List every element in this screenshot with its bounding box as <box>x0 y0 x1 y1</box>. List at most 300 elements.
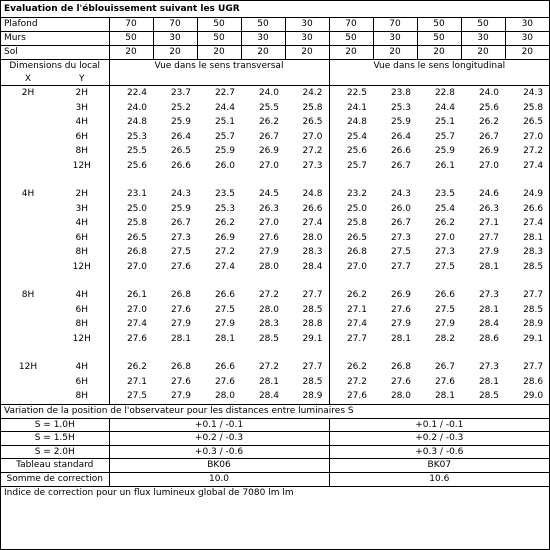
ugr-longitudinal-value: 26.6 <box>523 203 544 214</box>
variation-label: S = 1.5H <box>1 432 109 446</box>
ugr-longitudinal-value: 26.2 <box>434 218 455 228</box>
reflectance-value: 20 <box>109 46 153 60</box>
standard-row <box>1 459 549 473</box>
ugr-transversal-value: 26.5 <box>285 115 329 130</box>
room-y: 8H <box>55 144 109 159</box>
footnote: Indice de correction pour un flux lumineux global de 7080 lm lm <box>1 487 549 501</box>
ugr-longitudinal-value: 26.4 <box>390 131 411 142</box>
ugr-longitudinal-value: 26.7 <box>390 160 411 171</box>
ugr-longitudinal-value: 26.3 <box>478 203 499 214</box>
reflectance-value: 50 <box>197 18 241 32</box>
ugr-transversal-value: 28.5 <box>285 303 329 318</box>
correction-row <box>1 473 549 487</box>
ugr-transversal-value: 28.5 <box>285 375 329 390</box>
reflectance-value: 30 <box>285 18 329 32</box>
ugr-longitudinal-value: 27.1 <box>478 218 499 228</box>
ugr-longitudinal-value: 28.9 <box>523 319 544 329</box>
correction-longitudinal: 10.6 <box>329 473 549 487</box>
ugr-transversal-value: 26.8 <box>170 290 191 300</box>
ugr-transversal-value: 23.7 <box>170 88 191 98</box>
ugr-transversal-value: 28.0 <box>258 261 279 272</box>
room-x: 4H <box>21 189 35 199</box>
ugr-transversal-value: 28.5 <box>258 333 279 344</box>
ugr-longitudinal-value: 27.5 <box>434 261 455 272</box>
ugr-longitudinal-value: 25.8 <box>523 102 544 113</box>
reflectance-value: 20 <box>197 46 241 60</box>
ugr-transversal-value: 27.6 <box>170 376 191 387</box>
x-header: X <box>1 73 55 86</box>
table-row <box>1 115 549 130</box>
blank-cell <box>55 274 109 288</box>
ugr-longitudinal-value: 27.7 <box>478 232 499 243</box>
ugr-transversal-value: 28.1 <box>170 333 191 344</box>
room-x <box>1 130 55 145</box>
ugr-transversal-value: 24.0 <box>258 88 279 98</box>
table-row <box>1 202 549 217</box>
variation-row <box>1 432 549 446</box>
blank-cell <box>109 73 329 86</box>
table-row <box>1 101 549 116</box>
ugr-transversal-value: 24.5 <box>258 189 279 199</box>
ugr-transversal-value: 27.4 <box>214 261 235 272</box>
reflectance-value: 30 <box>241 32 285 46</box>
ugr-transversal-value: 27.0 <box>285 130 329 145</box>
room-x <box>1 317 55 332</box>
variation-longitudinal: +0.1 / -0.1 <box>329 418 549 432</box>
reflectance-value: 30 <box>285 32 329 46</box>
ugr-longitudinal-value: 27.0 <box>346 261 367 272</box>
table-row <box>1 260 549 275</box>
ugr-transversal-value: 27.4 <box>126 319 147 329</box>
ugr-longitudinal-value: 26.7 <box>478 131 499 142</box>
ugr-longitudinal-value: 27.9 <box>390 319 411 329</box>
reflectance-row <box>1 32 549 46</box>
room-y: 6H <box>55 130 109 145</box>
ugr-longitudinal-value: 22.5 <box>346 88 367 98</box>
ugr-longitudinal-value: 24.6 <box>478 189 499 199</box>
room-x <box>1 332 55 347</box>
ugr-transversal-value: 24.8 <box>126 117 147 127</box>
ugr-longitudinal-value: 25.0 <box>346 203 367 214</box>
table-row <box>1 130 549 145</box>
ugr-longitudinal-value: 27.5 <box>434 304 455 315</box>
reflectance-value: 50 <box>197 32 241 46</box>
ugr-longitudinal-value: 29.1 <box>523 333 544 344</box>
ugr-longitudinal-value: 28.6 <box>523 376 544 387</box>
ugr-longitudinal-value: 26.2 <box>346 362 367 372</box>
ugr-longitudinal-value: 27.7 <box>523 290 544 300</box>
reflectance-value: 30 <box>505 18 549 32</box>
room-y: 2H <box>55 86 109 101</box>
ugr-longitudinal-value: 26.7 <box>390 218 411 228</box>
ugr-longitudinal-value: 27.7 <box>346 333 367 344</box>
ugr-table <box>1 1 549 500</box>
ugr-longitudinal-value: 27.0 <box>478 160 499 171</box>
ugr-transversal-value: 27.0 <box>258 218 279 228</box>
table-row <box>1 317 549 332</box>
ugr-longitudinal-value: 26.5 <box>523 117 544 127</box>
ugr-transversal-value: 28.4 <box>285 260 329 275</box>
blank-cell <box>55 346 109 360</box>
ugr-transversal-value: 25.8 <box>285 101 329 116</box>
ugr-transversal-value: 26.1 <box>126 290 147 300</box>
reflectance-value: 50 <box>329 32 373 46</box>
spacer-row <box>1 173 549 187</box>
ugr-longitudinal-value: 26.2 <box>346 290 367 300</box>
ugr-transversal-value: 27.5 <box>214 304 235 315</box>
ugr-longitudinal-value: 27.9 <box>434 319 455 329</box>
blank-cell <box>329 274 549 288</box>
ugr-longitudinal-value: 26.8 <box>390 362 411 372</box>
room-x: 12H <box>18 362 38 372</box>
ugr-transversal-value: 27.1 <box>126 376 147 387</box>
ugr-transversal-value: 26.9 <box>258 146 279 156</box>
ugr-longitudinal-value: 24.3 <box>390 189 411 199</box>
table-row <box>1 144 549 159</box>
blank-cell <box>109 346 329 360</box>
ugr-transversal-value: 27.0 <box>126 304 147 315</box>
ugr-longitudinal-value: 25.4 <box>346 131 367 142</box>
ugr-longitudinal-value: 28.3 <box>523 247 544 257</box>
blank-cell <box>1 346 55 360</box>
room-y: 6H <box>55 231 109 246</box>
variation-row <box>1 445 549 459</box>
room-y: 3H <box>55 202 109 217</box>
ugr-transversal-value: 29.1 <box>285 332 329 347</box>
ugr-longitudinal-value: 25.3 <box>390 102 411 113</box>
ugr-transversal-value: 22.7 <box>214 88 235 98</box>
ugr-transversal-value: 28.1 <box>214 333 235 344</box>
ugr-longitudinal-value: 27.7 <box>523 362 544 372</box>
variation-label: S = 1.0H <box>1 418 109 432</box>
ugr-transversal-value: 28.1 <box>258 376 279 387</box>
ugr-transversal-value: 26.5 <box>126 232 147 243</box>
room-x <box>1 260 55 275</box>
ugr-longitudinal-value: 28.1 <box>523 232 544 243</box>
reflectance-value: 30 <box>373 32 417 46</box>
reflectance-value: 50 <box>109 32 153 46</box>
ugr-transversal-value: 25.2 <box>170 102 191 113</box>
ugr-longitudinal-value: 23.8 <box>390 88 411 98</box>
ugr-transversal-value: 27.7 <box>285 288 329 303</box>
ugr-longitudinal-value: 24.4 <box>434 102 455 113</box>
ugr-longitudinal-value: 23.5 <box>434 189 455 199</box>
ugr-transversal-value: 28.3 <box>285 245 329 260</box>
room-x: 2H <box>21 88 35 98</box>
ugr-transversal-value: 25.3 <box>214 203 235 214</box>
ugr-longitudinal-value: 27.3 <box>434 247 455 257</box>
reflectance-row <box>1 18 549 32</box>
variation-transversal: +0.3 / -0.6 <box>109 445 329 459</box>
ugr-longitudinal-value: 25.8 <box>346 218 367 228</box>
page-title: Evaluation de l'éblouissement suivant les UGR <box>1 1 549 18</box>
ugr-longitudinal-value: 24.0 <box>478 88 499 98</box>
ugr-transversal-value: 25.1 <box>214 117 235 127</box>
ugr-transversal-value: 22.4 <box>126 88 147 98</box>
reflectance-label: Plafond <box>1 18 109 32</box>
ugr-transversal-value: 28.3 <box>258 319 279 329</box>
blank-cell <box>1 274 55 288</box>
transversal-header: Vue dans le sens transversal <box>109 60 329 74</box>
ugr-transversal-value: 26.2 <box>214 218 235 228</box>
dimensions-header: Dimensions du local <box>1 60 109 74</box>
table-row <box>1 303 549 318</box>
room-x <box>1 159 55 174</box>
ugr-transversal-value: 25.0 <box>126 203 147 214</box>
ugr-transversal-value: 27.6 <box>258 232 279 243</box>
room-x <box>1 303 55 318</box>
ugr-longitudinal-value: 25.9 <box>390 117 411 127</box>
ugr-longitudinal-value: 27.6 <box>434 376 455 387</box>
ugr-longitudinal-value: 24.3 <box>523 88 544 98</box>
ugr-transversal-value: 27.4 <box>285 216 329 231</box>
ugr-longitudinal-value: 25.6 <box>346 146 367 156</box>
ugr-transversal-value: 26.6 <box>214 362 235 372</box>
ugr-transversal-value: 27.9 <box>170 319 191 329</box>
ugr-longitudinal-value: 27.2 <box>523 146 544 156</box>
ugr-transversal-value: 26.6 <box>170 160 191 171</box>
ugr-longitudinal-value: 28.2 <box>434 333 455 344</box>
ugr-transversal-value: 27.6 <box>214 376 235 387</box>
ugr-transversal-value: 26.7 <box>258 131 279 142</box>
reflectance-value: 30 <box>461 32 505 46</box>
ugr-transversal-value: 26.4 <box>170 131 191 142</box>
ugr-longitudinal-value: 24.8 <box>346 117 367 127</box>
room-y: 8H <box>55 245 109 260</box>
reflectance-value: 50 <box>241 18 285 32</box>
reflectance-value: 20 <box>153 46 197 60</box>
ugr-transversal-value: 25.9 <box>170 117 191 127</box>
ugr-longitudinal-value: 28.1 <box>434 391 455 401</box>
table-row <box>1 332 549 347</box>
ugr-transversal-value: 24.3 <box>170 189 191 199</box>
room-y: 12H <box>55 159 109 174</box>
room-y: 12H <box>55 332 109 347</box>
ugr-longitudinal-value: 24.9 <box>523 189 544 199</box>
ugr-longitudinal-value: 27.6 <box>346 391 367 401</box>
room-y: 8H <box>55 317 109 332</box>
ugr-longitudinal-value: 26.6 <box>434 290 455 300</box>
ugr-longitudinal-value: 27.4 <box>523 218 544 228</box>
table-row <box>1 389 549 404</box>
ugr-transversal-value: 26.6 <box>285 202 329 217</box>
ugr-longitudinal-value: 27.0 <box>434 232 455 243</box>
table-row <box>1 245 549 260</box>
room-x <box>1 216 55 231</box>
ugr-longitudinal-value: 27.6 <box>390 304 411 315</box>
reflectance-value: 20 <box>505 46 549 60</box>
variation-longitudinal: +0.2 / -0.3 <box>329 432 549 446</box>
ugr-transversal-value: 28.0 <box>258 304 279 315</box>
blank-cell <box>109 173 329 187</box>
ugr-longitudinal-value: 22.8 <box>434 88 455 98</box>
ugr-longitudinal-value: 27.4 <box>346 319 367 329</box>
ugr-transversal-value: 24.8 <box>285 187 329 202</box>
reflectance-value: 20 <box>285 46 329 60</box>
room-x <box>1 245 55 260</box>
table-row <box>1 86 549 101</box>
table-row <box>1 288 549 303</box>
variation-row <box>1 418 549 432</box>
ugr-longitudinal-value: 27.3 <box>390 232 411 243</box>
reflectance-label: Murs <box>1 32 109 46</box>
ugr-transversal-value: 23.1 <box>126 189 147 199</box>
ugr-transversal-value: 27.7 <box>285 360 329 375</box>
room-y: 4H <box>55 288 109 303</box>
ugr-transversal-value: 27.3 <box>170 232 191 243</box>
reflectance-row <box>1 46 549 60</box>
ugr-longitudinal-value: 28.5 <box>523 304 544 315</box>
ugr-transversal-value: 27.0 <box>258 160 279 171</box>
ugr-longitudinal-value: 28.1 <box>478 376 499 387</box>
ugr-transversal-value: 26.6 <box>214 290 235 300</box>
ugr-transversal-value: 28.9 <box>285 389 329 404</box>
ugr-transversal-value: 24.2 <box>285 86 329 101</box>
ugr-transversal-value: 23.5 <box>214 189 235 199</box>
ugr-longitudinal-value: 27.5 <box>390 247 411 257</box>
ugr-longitudinal-value: 28.1 <box>390 333 411 344</box>
ugr-longitudinal-value: 27.4 <box>523 160 544 171</box>
room-y: 8H <box>55 389 109 404</box>
correction-transversal: 10.0 <box>109 473 329 487</box>
ugr-transversal-value: 25.6 <box>126 160 147 171</box>
ugr-longitudinal-value: 26.1 <box>434 160 455 171</box>
ugr-longitudinal-value: 27.0 <box>523 131 544 142</box>
reflectance-value: 70 <box>153 18 197 32</box>
ugr-longitudinal-value: 28.1 <box>478 304 499 315</box>
ugr-longitudinal-value: 27.1 <box>346 304 367 315</box>
reflectance-value: 50 <box>417 32 461 46</box>
table-row <box>1 159 549 174</box>
room-y: 4H <box>55 115 109 130</box>
ugr-longitudinal-value: 28.5 <box>478 391 499 401</box>
ugr-transversal-value: 25.9 <box>214 146 235 156</box>
table-row <box>1 360 549 375</box>
ugr-longitudinal-value: 27.2 <box>346 376 367 387</box>
ugr-longitudinal-value: 25.9 <box>434 146 455 156</box>
ugr-longitudinal-value: 28.4 <box>478 319 499 329</box>
ugr-transversal-value: 27.6 <box>170 304 191 315</box>
ugr-longitudinal-value: 23.2 <box>346 189 367 199</box>
ugr-transversal-value: 24.0 <box>126 102 147 113</box>
room-x <box>1 144 55 159</box>
room-y: 4H <box>55 360 109 375</box>
blank-cell <box>329 73 549 86</box>
ugr-transversal-value: 25.8 <box>126 218 147 228</box>
ugr-transversal-value: 28.0 <box>285 231 329 246</box>
room-x <box>1 231 55 246</box>
room-y: 2H <box>55 187 109 202</box>
ugr-transversal-value: 28.0 <box>214 391 235 401</box>
reflectance-value: 20 <box>329 46 373 60</box>
ugr-transversal-value: 27.9 <box>258 247 279 257</box>
ugr-transversal-value: 27.2 <box>214 247 235 257</box>
blank-cell <box>55 173 109 187</box>
ugr-longitudinal-value: 25.7 <box>434 131 455 142</box>
variation-label: S = 2.0H <box>1 445 109 459</box>
ugr-longitudinal-value: 28.0 <box>390 391 411 401</box>
longitudinal-header: Vue dans le sens longitudinal <box>373 61 506 71</box>
variation-transversal: +0.2 / -0.3 <box>109 432 329 446</box>
ugr-transversal-value: 27.9 <box>214 319 235 329</box>
ugr-transversal-value: 27.0 <box>126 261 147 272</box>
room-x <box>1 375 55 390</box>
ugr-longitudinal-value: 28.5 <box>523 261 544 272</box>
reflectance-value: 70 <box>329 18 373 32</box>
table-row <box>1 375 549 390</box>
ugr-transversal-value: 25.3 <box>126 131 147 142</box>
reflectance-value: 70 <box>373 18 417 32</box>
ugr-longitudinal-value: 28.1 <box>478 261 499 272</box>
ugr-longitudinal-value: 25.4 <box>434 203 455 214</box>
correction-label: Somme de correction <box>1 473 109 487</box>
ugr-transversal-value: 27.9 <box>170 391 191 401</box>
room-x: 8H <box>21 290 35 300</box>
ugr-longitudinal-value: 26.0 <box>390 203 411 214</box>
ugr-transversal-value: 27.5 <box>126 391 147 401</box>
ugr-longitudinal-value: 27.3 <box>478 290 499 300</box>
table-row <box>1 187 549 202</box>
reflectance-value: 50 <box>417 18 461 32</box>
reflectance-value: 20 <box>417 46 461 60</box>
ugr-transversal-value: 25.5 <box>126 146 147 156</box>
ugr-transversal-value: 25.9 <box>170 203 191 214</box>
room-x <box>1 101 55 116</box>
ugr-transversal-value: 26.8 <box>170 362 191 372</box>
ugr-longitudinal-value: 25.7 <box>346 160 367 171</box>
room-x <box>1 115 55 130</box>
standard-longitudinal: BK07 <box>329 459 549 473</box>
ugr-longitudinal-value: 27.3 <box>478 362 499 372</box>
ugr-transversal-value: 26.2 <box>126 362 147 372</box>
ugr-transversal-value: 28.4 <box>258 391 279 401</box>
ugr-transversal-value: 27.6 <box>170 261 191 272</box>
ugr-transversal-value: 27.5 <box>170 247 191 257</box>
variation-transversal: +0.1 / -0.1 <box>109 418 329 432</box>
ugr-transversal-value: 26.5 <box>170 146 191 156</box>
room-y: 4H <box>55 216 109 231</box>
reflectance-label: Sol <box>1 46 109 60</box>
blank-cell <box>1 173 55 187</box>
variation-title: Variation de la position de l'observateur pour les distances entre luminaires S <box>1 404 549 418</box>
ugr-transversal-value: 26.2 <box>258 117 279 127</box>
spacer-row <box>1 274 549 288</box>
room-y: 12H <box>55 260 109 275</box>
standard-transversal: BK06 <box>109 459 329 473</box>
ugr-longitudinal-value: 25.6 <box>478 102 499 113</box>
ugr-transversal-value: 26.3 <box>258 203 279 214</box>
ugr-longitudinal-value: 27.6 <box>390 376 411 387</box>
reflectance-value: 30 <box>505 32 549 46</box>
reflectance-value: 50 <box>461 18 505 32</box>
room-x <box>1 202 55 217</box>
ugr-longitudinal-value: 25.1 <box>434 117 455 127</box>
blank-cell <box>329 346 549 360</box>
ugr-transversal-value: 25.5 <box>258 102 279 113</box>
ugr-transversal-value: 27.2 <box>285 144 329 159</box>
room-x <box>1 389 55 404</box>
ugr-longitudinal-value: 26.6 <box>390 146 411 156</box>
blank-cell <box>109 274 329 288</box>
ugr-transversal-value: 26.7 <box>170 218 191 228</box>
ugr-transversal-value: 24.4 <box>214 102 235 113</box>
standard-label: Tableau standard <box>1 459 109 473</box>
ugr-transversal-value: 27.3 <box>285 159 329 174</box>
room-y: 6H <box>55 303 109 318</box>
ugr-transversal-value: 27.2 <box>258 290 279 300</box>
ugr-transversal-value: 26.0 <box>214 160 235 171</box>
ugr-longitudinal-value: 26.7 <box>434 362 455 372</box>
